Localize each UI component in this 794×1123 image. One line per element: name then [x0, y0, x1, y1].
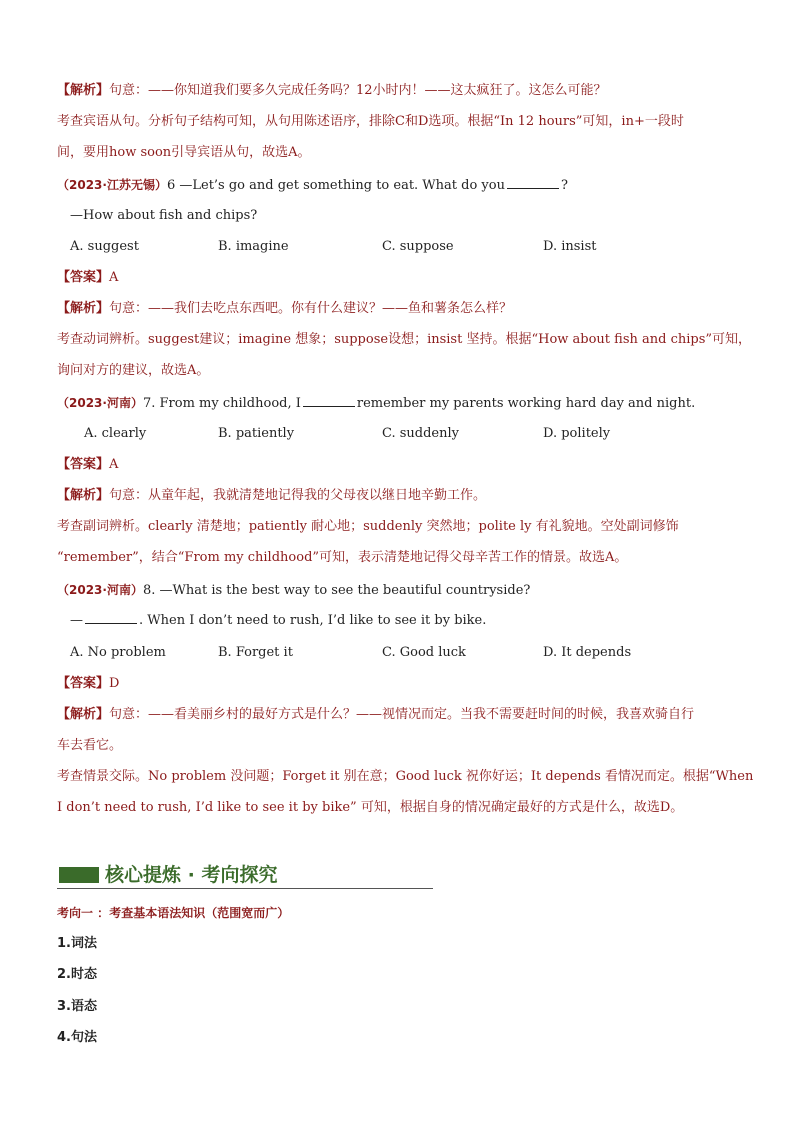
q8-source: （2023·河南）: [57, 583, 143, 597]
analysis-label: 【解析】: [57, 83, 110, 98]
q6-blank: [507, 176, 559, 189]
list-item: 4.句法: [57, 1030, 97, 1045]
q7-answer: [57, 455, 746, 475]
q5-meaning: 句意：——你知道我们要多久完成任务吗？12小时内！——这太疯狂了。这怎么可能？: [109, 83, 607, 98]
direction-label: 考向一 ：: [57, 906, 110, 920]
q8-line2-pre: —: [70, 613, 83, 628]
q6-stem-line2: —How about fish and chips?: [70, 208, 258, 223]
q6-stem-pre: 6 —Let’s go and get something to eat. What do you: [166, 178, 505, 193]
answer-label: 【答案】: [57, 270, 110, 285]
q8-explanation-2: I don’t need to rush, I’d like to see it by bike” 可知，根据自身的情况确定最好的方式是什么，故选D。: [57, 800, 684, 815]
analysis-label: 【解析】: [57, 488, 110, 503]
q8-line2-post: . When I don’t need to rush, I’d like to see it by bike.: [139, 613, 487, 628]
q7-option-d: D. politely: [543, 426, 611, 441]
q7-stem-post: remember my parents working hard day and night.: [356, 396, 696, 411]
list-item: 3.语态: [57, 999, 97, 1014]
q8-option-d: D. It depends: [543, 645, 632, 660]
q7-stem: [57, 393, 746, 413]
q7-stem-pre: 7. From my childhood, I: [142, 396, 301, 411]
q6-stem: [57, 175, 746, 195]
section-title: 核心提炼 · 考向探究: [105, 864, 278, 886]
q8-analysis: [57, 705, 746, 725]
q7-meaning: 句意：从童年起，我就清楚地记得我的父母夜以继日地辛勤工作。: [109, 488, 487, 503]
q7-option-b: B. patiently: [218, 426, 295, 441]
q7-explanation-1: 考查副词辨析。clearly 清楚地；patiently 耐心地；suddenly 突然地；polite ly 有礼貌地。空处副词修饰: [57, 519, 679, 534]
q7-answer-value: A: [109, 457, 119, 472]
q7-explanation-2: “remember”，结合“From my childhood”可知，表示清楚地记得父母辛苦工作的情景。故选A。: [57, 550, 628, 565]
q5-analysis-line: [57, 81, 746, 101]
q5-explanation-2: 间，要用how soon引导宾语从句，故选A。: [57, 145, 311, 160]
answer-label: 【答案】: [57, 457, 110, 472]
q6-explanation-2: 询问对方的建议，故选A。: [57, 363, 210, 378]
q8-stem: [57, 580, 746, 600]
q6-option-b: B. imagine: [218, 239, 289, 254]
q8-answer: [57, 674, 746, 694]
q8-option-b: B. Forget it: [218, 645, 293, 660]
q6-option-c: C. suppose: [382, 239, 454, 254]
direction-heading: [57, 903, 746, 923]
q7-option-a: A. clearly: [84, 426, 147, 441]
analysis-label: 【解析】: [57, 301, 110, 316]
q7-analysis: [57, 486, 746, 506]
q8-option-a: A. No problem: [70, 645, 166, 660]
q6-answer-value: A: [109, 270, 119, 285]
q6-stem-post: ?: [560, 178, 568, 193]
q8-meaning-2: 车去看它。: [57, 738, 123, 753]
q8-meaning-1: 句意：——看美丽乡村的最好方式是什么？——视情况而定。当我不需要赶时间的时候，我喜欢骑自行: [109, 707, 695, 722]
direction-text: 考查基本语法知识（范围宽而广）: [109, 906, 290, 920]
q6-meaning: 句意：——我们去吃点东西吧。你有什么建议？——鱼和薯条怎么样？: [109, 301, 513, 316]
q6-explanation-1: 考查动词辨析。suggest建议；imagine 想象；suppose设想；insist 坚持。根据“How about fish and chips”可知，: [57, 332, 752, 347]
section-header-marker: [59, 867, 99, 883]
q6-analysis: [57, 299, 746, 319]
q8-explanation-1: 考查情景交际。No problem 没问题；Forget it 别在意；Good luck 祝你好运；It depends 看情况而定。根据“When: [57, 769, 754, 784]
answer-label: 【答案】: [57, 676, 110, 691]
analysis-label: 【解析】: [57, 707, 110, 722]
q8-answer-value: D: [109, 676, 120, 691]
q7-source: （2023·河南）: [57, 396, 143, 410]
q6-option-d: D. insist: [543, 239, 597, 254]
q7-option-c: C. suddenly: [382, 426, 460, 441]
list-item: 2.时态: [57, 967, 97, 982]
q5-explanation-1: 考查宾语从句。分析句子结构可知，从句用陈述语序，排除C和D选项。根据“In 12 hours”可知，in+一段时: [57, 114, 684, 129]
q8-blank: [85, 611, 137, 624]
list-item: 1.词法: [57, 936, 97, 951]
q8-stem-line2: [70, 611, 746, 631]
q7-blank: [303, 394, 355, 407]
q8-option-c: C. Good luck: [382, 645, 466, 660]
section-header: [57, 862, 433, 888]
section-divider: [57, 888, 433, 889]
q6-answer: [57, 268, 746, 288]
q6-option-a: A. suggest: [70, 239, 139, 254]
q8-stem-text: 8. —What is the best way to see the beautiful countryside?: [142, 583, 531, 598]
q6-source: （2023·江苏无锡）: [57, 178, 167, 192]
